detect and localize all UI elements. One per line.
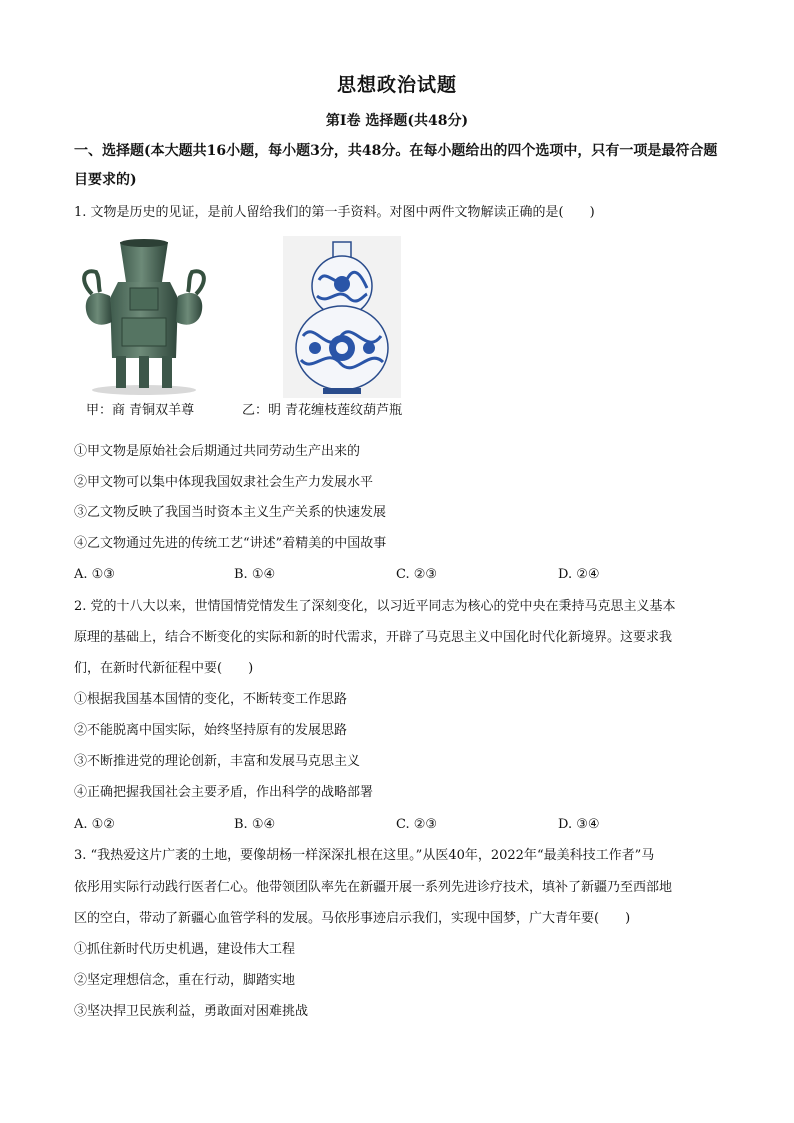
q1-option-d: D. ②④ bbox=[558, 567, 600, 582]
section-instructions: 一、选择题(本大题共16小题，每小题3分，共48分。在每小题给出的四个选项中，只有一项是最符合题目要求的) bbox=[74, 143, 718, 188]
q2-option-d: D. ③④ bbox=[558, 817, 600, 832]
page-title: 思想政治试题 bbox=[336, 74, 457, 96]
q1-stem: 1. 文物是历史的见证，是前人留给我们的第一手资料。对图中两件文物解读正确的是( ) bbox=[74, 205, 595, 220]
q2-stem-line-1: 2. 党的十八大以来，世情国情党情发生了深刻变化，以习近平同志为核心的党中央在秉持马克思主义基本 bbox=[74, 599, 676, 614]
blue-white-gourd-vase-image bbox=[283, 236, 401, 398]
q1-option-a: A. ①③ bbox=[74, 567, 115, 582]
q1-item-2: ②甲文物可以集中体现我国奴隶社会生产力发展水平 bbox=[74, 475, 374, 490]
q3-stem-line-1: 3. “我热爱这片广袤的土地，要像胡杨一样深深扎根在这里。”从医40年，2022年“最美科技工作者”马 bbox=[74, 848, 655, 863]
q3-item-2: ②坚定理想信念，重在行动，脚踏实地 bbox=[74, 973, 296, 988]
image-b-caption: 乙：明 青花缠枝莲纹葫芦瓶 bbox=[242, 403, 403, 418]
section-subtitle: 第Ⅰ卷 选择题(共48分) bbox=[325, 113, 469, 129]
q1-option-c: C. ②③ bbox=[396, 567, 438, 582]
bronze-double-ram-zun-image bbox=[78, 238, 210, 396]
q2-item-3: ③不断推进党的理论创新，丰富和发展马克思主义 bbox=[74, 754, 361, 769]
q3-stem-line-3: 区的空白，带动了新疆心血管学科的发展。马依彤事迹启示我们，实现中国梦，广大青年要( ) bbox=[74, 911, 631, 926]
q3-item-1: ①抓住新时代历史机遇，建设伟大工程 bbox=[74, 942, 296, 957]
q2-option-b: B. ①④ bbox=[234, 817, 276, 832]
q2-stem-line-3: 们，在新时代新征程中要( ) bbox=[74, 661, 254, 676]
q2-option-a: A. ①② bbox=[74, 817, 115, 832]
q1-item-3: ③乙文物反映了我国当时资本主义生产关系的快速发展 bbox=[74, 505, 387, 520]
q2-item-4: ④正确把握我国社会主要矛盾，作出科学的战略部署 bbox=[74, 785, 374, 800]
q3-item-3: ③坚决捍卫民族利益，勇敢面对困难挑战 bbox=[74, 1004, 309, 1019]
q1-item-4: ④乙文物通过先进的传统工艺“讲述”着精美的中国故事 bbox=[74, 536, 387, 551]
q3-stem-line-2: 依彤用实际行动践行医者仁心。他带领团队率先在新疆开展一系列先进诊疗技术，填补了新疆乃至西部地 bbox=[74, 880, 673, 895]
q1-option-b: B. ①④ bbox=[234, 567, 276, 582]
q2-item-2: ②不能脱离中国实际，始终坚持原有的发展思路 bbox=[74, 723, 348, 738]
image-a-caption: 甲：商 青铜双羊尊 bbox=[86, 403, 195, 418]
q2-item-1: ①根据我国基本国情的变化，不断转变工作思路 bbox=[74, 692, 348, 707]
q2-stem-line-2: 原理的基础上，结合不断变化的实际和新的时代需求，开辟了马克思主义中国化时代化新境界。这要求我 bbox=[74, 630, 673, 645]
q1-item-1: ①甲文物是原始社会后期通过共同劳动生产出来的 bbox=[74, 444, 361, 459]
q2-option-c: C. ②③ bbox=[396, 817, 438, 832]
